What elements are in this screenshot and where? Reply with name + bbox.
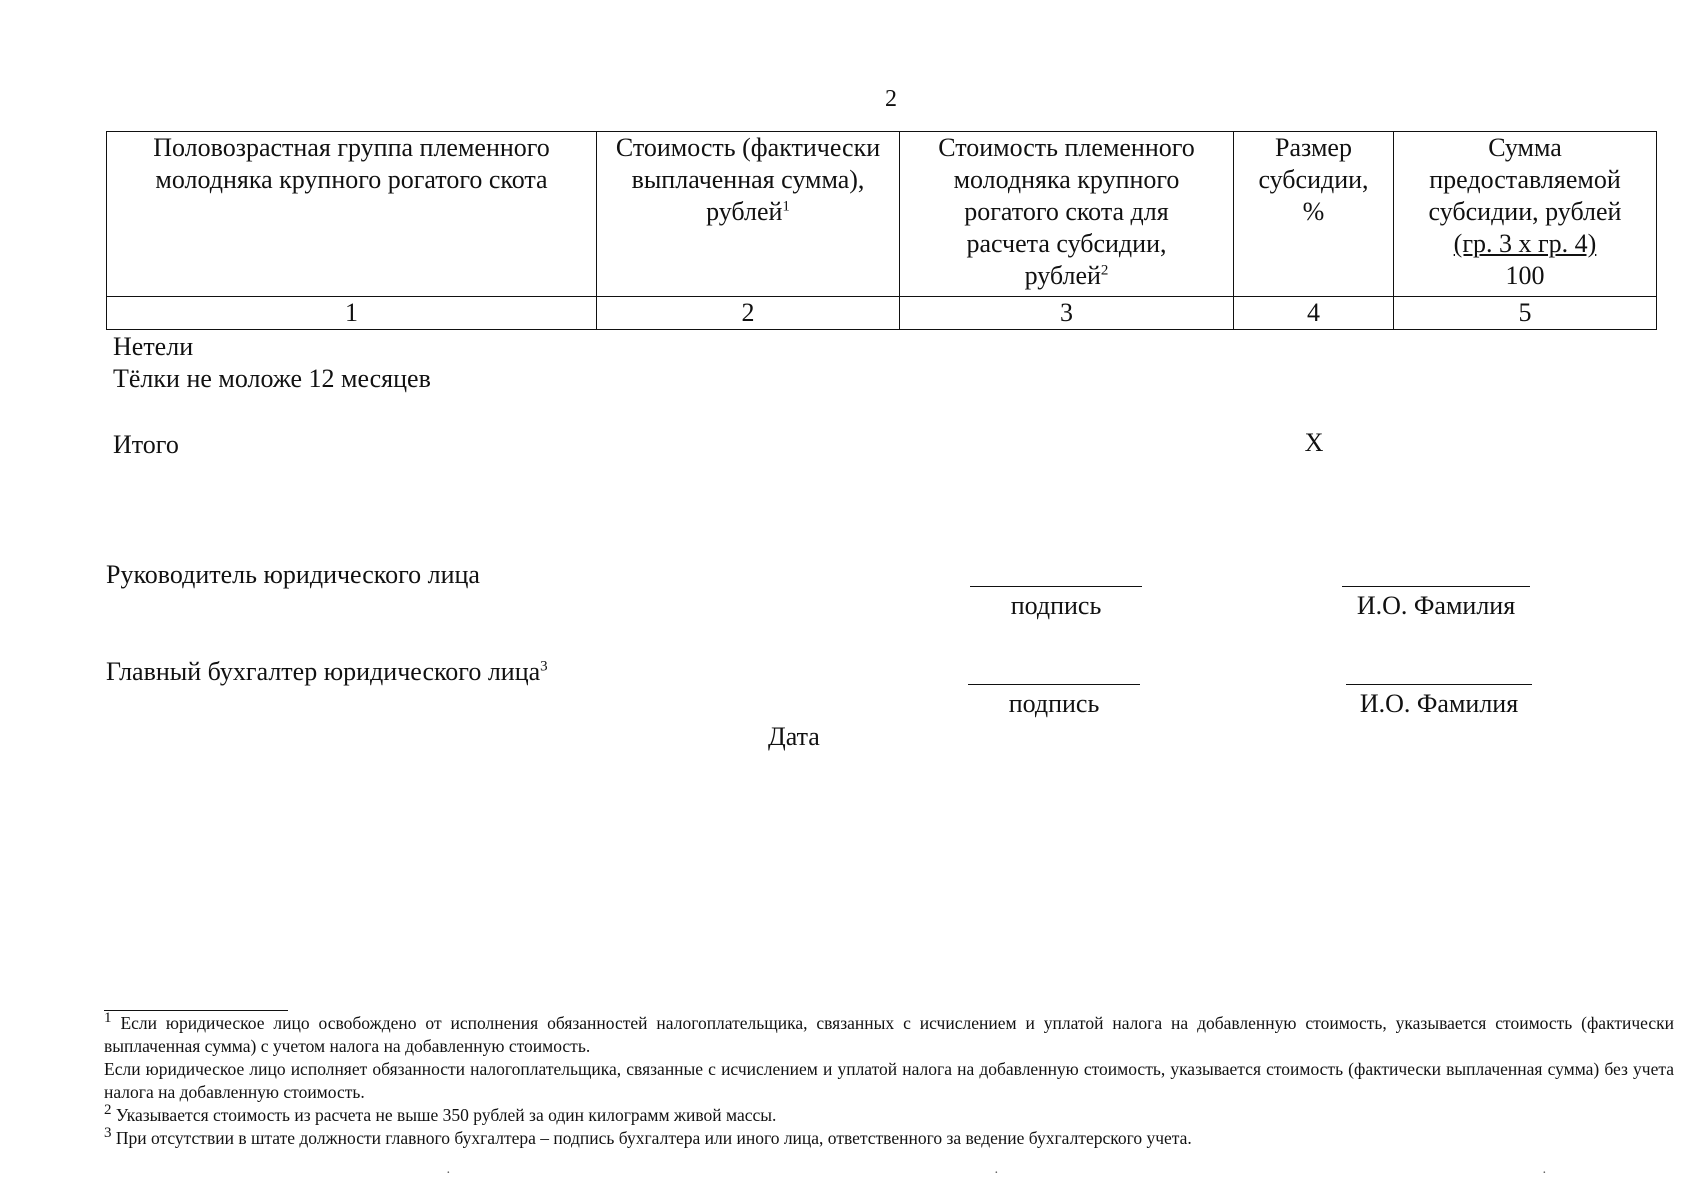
footnote-text: Если юридическое лицо освобождено от исполнения обязанностей налогоплательщика, связанных с исчислением и уплатой налога на добавленную стоимость, указывается стоимость (фактически выплаченная сумма) с учетом налога на добавленную стоимость. xyxy=(104,1013,1675,1056)
signature-caption: подпись xyxy=(1010,591,1102,620)
head-signature-line xyxy=(970,586,1142,587)
header-text: Стоимость (фактически выплаченная сумма), рублей xyxy=(615,133,881,226)
scan-artifact-dot: · xyxy=(1542,1166,1547,1181)
scan-artifact-dot: · xyxy=(994,1166,999,1181)
header-cell-subsidy-rate xyxy=(1234,132,1394,297)
head-signature-label: Руководитель юридического лица xyxy=(106,560,480,589)
footnote-mark: 1 xyxy=(104,1010,112,1027)
accountant-name-line xyxy=(1346,684,1532,685)
footnote-1-continued xyxy=(104,1058,1674,1104)
name-caption: И.О. Фамилия xyxy=(1356,591,1516,620)
page-number: 2 xyxy=(885,86,897,112)
accountant-signature-line xyxy=(968,684,1140,685)
column-number: 5 xyxy=(1394,297,1657,330)
head-name-line xyxy=(1342,586,1530,587)
name-caption: И.О. Фамилия xyxy=(1359,689,1519,718)
formula-denominator: 100 xyxy=(1505,261,1545,290)
row-label-heifers: Нетели xyxy=(113,332,194,361)
footnote-ref: 3 xyxy=(540,658,548,675)
footnote-mark: 3 xyxy=(104,1125,112,1142)
footnote-2 xyxy=(104,1104,1674,1127)
footnote-text: Если юридическое лицо исполняет обязанности налогоплательщика, связанные с исчислением и уплатой налога на добавленную стоимость, указывается стоимость (фактически выплаченная сумма) без учета налога на добавленную стоимость. xyxy=(104,1059,1674,1102)
signature-caption: подпись xyxy=(1008,689,1100,718)
footnote-ref: 2 xyxy=(1100,262,1109,279)
header-text: Сумма предоставляемой субсидии, рублей xyxy=(1428,133,1622,226)
header-text: Размер субсидии, % xyxy=(1258,133,1369,226)
subsidy-table xyxy=(106,131,1657,330)
row-label-total: Итого xyxy=(113,430,179,459)
column-number: 3 xyxy=(900,297,1234,330)
table-header-row xyxy=(107,132,1657,297)
column-number: 2 xyxy=(597,297,900,330)
footnote-1 xyxy=(104,1012,1674,1058)
footnotes xyxy=(104,1012,1674,1150)
footnote-separator xyxy=(104,1010,288,1011)
footnote-text: При отсутствии в штате должности главного бухгалтера – подпись бухгалтера или иного лица, ответственного за ведение бухгалтерского учета. xyxy=(115,1128,1192,1148)
accountant-label-text: Главный бухгалтер юридического лица xyxy=(106,657,541,686)
accountant-signature-label xyxy=(106,657,548,687)
footnote-text: Указывается стоимость из расчета не выше 350 рублей за один килограмм живой массы. xyxy=(115,1105,777,1125)
column-number: 1 xyxy=(107,297,597,330)
header-cell-cost xyxy=(597,132,900,297)
footnote-mark: 2 xyxy=(104,1102,112,1119)
header-cell-subsidy-amount xyxy=(1394,132,1657,297)
row-label-young-heifers: Тёлки не моложе 12 месяцев xyxy=(113,364,431,393)
column-number: 4 xyxy=(1234,297,1394,330)
column-numbers-row xyxy=(107,297,1657,330)
total-mark: Х xyxy=(1304,428,1324,457)
header-cell-age-group xyxy=(107,132,597,297)
footnote-ref: 1 xyxy=(782,198,790,215)
header-text: Стоимость племенного молодняка крупного рогатого скота для расчета субсидии, рублей xyxy=(938,133,1195,290)
footnote-3 xyxy=(104,1127,1674,1150)
header-cell-cost-for-subsidy xyxy=(900,132,1234,297)
date-label: Дата xyxy=(768,722,820,751)
header-text: Половозрастная группа племенного молодняка крупного рогатого скота xyxy=(153,133,550,194)
scan-artifact-dot: · xyxy=(446,1166,451,1181)
formula-numerator: (гр. 3 х гр. 4) xyxy=(1453,229,1597,258)
